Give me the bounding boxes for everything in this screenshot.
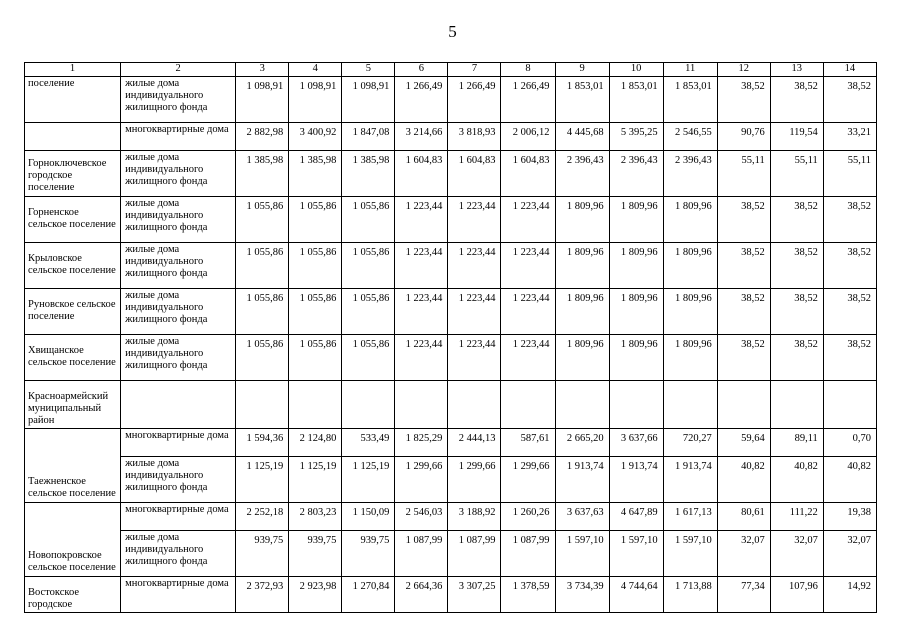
value-cell: 19,38 [823,503,876,531]
housing-type: жилые дома индивидуального жилищного фонда [121,335,236,381]
value-cell: 38,52 [717,289,770,335]
column-header: 8 [501,63,555,77]
table-row [25,289,877,335]
table-row [25,123,877,151]
value-cell: 119,54 [770,123,823,151]
settlement-name: Новопокровское сельское поселение [25,503,121,577]
value-cell: 89,11 [770,429,823,457]
value-cell: 1 125,19 [236,457,289,503]
value-cell: 1 055,86 [289,289,342,335]
value-cell: 1 125,19 [289,457,342,503]
value-cell: 107,96 [770,577,823,613]
value-cell: 2 372,93 [236,577,289,613]
value-cell: 587,61 [501,429,555,457]
value-cell: 1 223,44 [395,243,448,289]
value-cell: 1 087,99 [395,531,448,577]
value-cell: 1 809,96 [609,243,663,289]
value-cell: 4 744,64 [609,577,663,613]
value-cell: 1 223,44 [448,243,501,289]
value-cell: 38,52 [717,243,770,289]
value-cell: 1 385,98 [289,151,342,197]
value-cell: 14,92 [823,577,876,613]
housing-type: многоквартирные дома [121,577,236,613]
housing-type: многоквартирные дома [121,429,236,457]
value-cell: 59,64 [717,429,770,457]
value-cell: 720,27 [663,429,717,457]
value-cell: 38,52 [823,289,876,335]
value-cell: 2 665,20 [555,429,609,457]
value-cell: 38,52 [823,77,876,123]
column-header: 5 [342,63,395,77]
value-cell: 40,82 [717,457,770,503]
value-cell: 33,21 [823,123,876,151]
value-cell: 2 882,98 [236,123,289,151]
value-cell: 32,07 [770,531,823,577]
value-cell: 1 125,19 [342,457,395,503]
housing-type: жилые дома индивидуального жилищного фонда [121,243,236,289]
column-header: 13 [770,63,823,77]
value-cell: 38,52 [717,77,770,123]
value-cell: 1 597,10 [555,531,609,577]
table-row [25,335,877,381]
value-cell: 1 098,91 [236,77,289,123]
value-cell: 0,70 [823,429,876,457]
housing-type: жилые дома индивидуального жилищного фонда [121,151,236,197]
housing-type: многоквартирные дома [121,503,236,531]
settlement-name: Красноармейский муниципальный район [25,381,121,429]
value-cell: 1 223,44 [395,289,448,335]
value-cell: 1 809,96 [555,289,609,335]
value-cell: 939,75 [236,531,289,577]
value-cell: 1 913,74 [663,457,717,503]
value-cell: 1 223,44 [395,197,448,243]
table-row [25,531,877,577]
value-cell: 1 913,74 [609,457,663,503]
table-row [25,197,877,243]
value-cell: 1 385,98 [236,151,289,197]
value-cell: 3 400,92 [289,123,342,151]
value-cell: 3 307,25 [448,577,501,613]
value-cell: 38,52 [823,197,876,243]
value-cell: 1 299,66 [395,457,448,503]
value-cell: 40,82 [770,457,823,503]
value-cell: 38,52 [823,243,876,289]
value-cell: 1 266,49 [395,77,448,123]
settlement-name: Горненское сельское поселение [25,197,121,243]
column-header: 14 [823,63,876,77]
column-header: 10 [609,63,663,77]
value-cell: 533,49 [342,429,395,457]
value-cell: 1 223,44 [448,289,501,335]
value-cell: 1 223,44 [501,335,555,381]
value-cell: 1 847,08 [342,123,395,151]
table-row [25,457,877,503]
column-header: 3 [236,63,289,77]
housing-type: жилые дома индивидуального жилищного фонда [121,531,236,577]
value-cell: 3 637,63 [555,503,609,531]
value-cell [395,381,448,429]
column-header: 1 [25,63,121,77]
value-cell: 5 395,25 [609,123,663,151]
tariff-table [24,62,877,613]
value-cell [342,381,395,429]
value-cell: 2 803,23 [289,503,342,531]
value-cell: 2 664,36 [395,577,448,613]
value-cell: 55,11 [823,151,876,197]
value-cell: 1 604,83 [448,151,501,197]
settlement-name: поселение [25,77,121,123]
value-cell: 1 809,96 [663,289,717,335]
housing-type: жилые дома индивидуального жилищного фонда [121,289,236,335]
value-cell: 1 055,86 [342,243,395,289]
value-cell: 1 266,49 [448,77,501,123]
table-row [25,429,877,457]
value-cell: 1 223,44 [448,197,501,243]
settlement-name: Востокское городское [25,577,121,613]
page-number: 5 [448,22,457,41]
header-row [25,63,877,77]
value-cell: 4 647,89 [609,503,663,531]
value-cell: 1 055,86 [342,197,395,243]
value-cell: 2 396,43 [609,151,663,197]
value-cell: 1 055,86 [236,243,289,289]
table-row [25,503,877,531]
value-cell [236,381,289,429]
value-cell: 1 809,96 [609,197,663,243]
value-cell: 1 055,86 [236,335,289,381]
value-cell: 1 266,49 [501,77,555,123]
value-cell: 38,52 [717,197,770,243]
value-cell: 2 396,43 [555,151,609,197]
value-cell: 90,76 [717,123,770,151]
table-row [25,151,877,197]
value-cell: 3 637,66 [609,429,663,457]
value-cell [663,381,717,429]
value-cell: 1 617,13 [663,503,717,531]
value-cell: 2 444,13 [448,429,501,457]
housing-type: жилые дома индивидуального жилищного фонда [121,77,236,123]
settlement-name [25,123,121,151]
value-cell: 55,11 [770,151,823,197]
value-cell: 1 597,10 [609,531,663,577]
value-cell [717,381,770,429]
value-cell: 40,82 [823,457,876,503]
value-cell: 1 809,96 [663,197,717,243]
value-cell [448,381,501,429]
value-cell [609,381,663,429]
value-cell: 1 809,96 [663,335,717,381]
settlement-name: Таежненское сельское поселение [25,429,121,503]
value-cell: 2 396,43 [663,151,717,197]
value-cell: 55,11 [717,151,770,197]
value-cell: 1 055,86 [289,335,342,381]
table-row [25,77,877,123]
value-cell: 3 734,39 [555,577,609,613]
value-cell: 1 055,86 [289,197,342,243]
value-cell: 1 150,09 [342,503,395,531]
value-cell: 1 594,36 [236,429,289,457]
value-cell: 77,34 [717,577,770,613]
value-cell: 1 223,44 [501,243,555,289]
column-header: 9 [555,63,609,77]
value-cell: 111,22 [770,503,823,531]
value-cell: 1 809,96 [663,243,717,289]
settlement-name: Хвищанское сельское поселение [25,335,121,381]
value-cell: 38,52 [717,335,770,381]
value-cell: 1 604,83 [395,151,448,197]
value-cell: 1 809,96 [609,335,663,381]
value-cell: 4 445,68 [555,123,609,151]
value-cell [555,381,609,429]
value-cell: 38,52 [770,197,823,243]
value-cell: 3 818,93 [448,123,501,151]
value-cell: 38,52 [770,289,823,335]
housing-type: жилые дома индивидуального жилищного фонда [121,457,236,503]
settlement-name: Горноключевское городское поселение [25,151,121,197]
value-cell: 1 260,26 [501,503,555,531]
value-cell: 1 055,86 [342,289,395,335]
housing-type: жилые дома индивидуального жилищного фонда [121,197,236,243]
value-cell: 2 124,80 [289,429,342,457]
value-cell: 3 188,92 [448,503,501,531]
value-cell: 1 713,88 [663,577,717,613]
value-cell: 939,75 [342,531,395,577]
value-cell: 1 223,44 [501,197,555,243]
value-cell: 1 809,96 [555,197,609,243]
value-cell [823,381,876,429]
value-cell: 1 270,84 [342,577,395,613]
value-cell: 38,52 [770,335,823,381]
value-cell: 1 055,86 [289,243,342,289]
value-cell: 1 809,96 [555,335,609,381]
table-row [25,381,877,429]
value-cell: 2 546,55 [663,123,717,151]
column-header: 12 [717,63,770,77]
value-cell: 38,52 [770,243,823,289]
value-cell: 2 923,98 [289,577,342,613]
value-cell: 1 055,86 [236,289,289,335]
value-cell [289,381,342,429]
table-row [25,577,877,613]
column-header: 4 [289,63,342,77]
value-cell: 1 223,44 [448,335,501,381]
value-cell [770,381,823,429]
value-cell: 38,52 [770,77,823,123]
value-cell: 1 055,86 [342,335,395,381]
value-cell: 1 378,59 [501,577,555,613]
value-cell: 1 853,01 [663,77,717,123]
housing-type [121,381,236,429]
value-cell: 1 913,74 [555,457,609,503]
value-cell: 38,52 [823,335,876,381]
column-header: 6 [395,63,448,77]
value-cell: 1 809,96 [609,289,663,335]
value-cell: 3 214,66 [395,123,448,151]
value-cell: 1 087,99 [501,531,555,577]
value-cell: 1 299,66 [448,457,501,503]
value-cell: 2 546,03 [395,503,448,531]
value-cell: 1 597,10 [663,531,717,577]
value-cell: 1 604,83 [501,151,555,197]
value-cell: 1 853,01 [555,77,609,123]
settlement-name: Крыловское сельское поселение [25,243,121,289]
value-cell: 1 098,91 [342,77,395,123]
value-cell: 1 299,66 [501,457,555,503]
value-cell [501,381,555,429]
value-cell: 1 223,44 [501,289,555,335]
value-cell: 2 006,12 [501,123,555,151]
value-cell: 1 853,01 [609,77,663,123]
value-cell: 1 223,44 [395,335,448,381]
value-cell: 1 385,98 [342,151,395,197]
housing-type: многоквартирные дома [121,123,236,151]
table-row [25,243,877,289]
value-cell: 32,07 [823,531,876,577]
value-cell: 32,07 [717,531,770,577]
settlement-name: Руновское сельское поселение [25,289,121,335]
value-cell: 1 055,86 [236,197,289,243]
value-cell: 2 252,18 [236,503,289,531]
value-cell: 1 825,29 [395,429,448,457]
column-header: 2 [121,63,236,77]
value-cell: 1 098,91 [289,77,342,123]
column-header: 7 [448,63,501,77]
column-header: 11 [663,63,717,77]
value-cell: 80,61 [717,503,770,531]
value-cell: 1 809,96 [555,243,609,289]
value-cell: 939,75 [289,531,342,577]
value-cell: 1 087,99 [448,531,501,577]
